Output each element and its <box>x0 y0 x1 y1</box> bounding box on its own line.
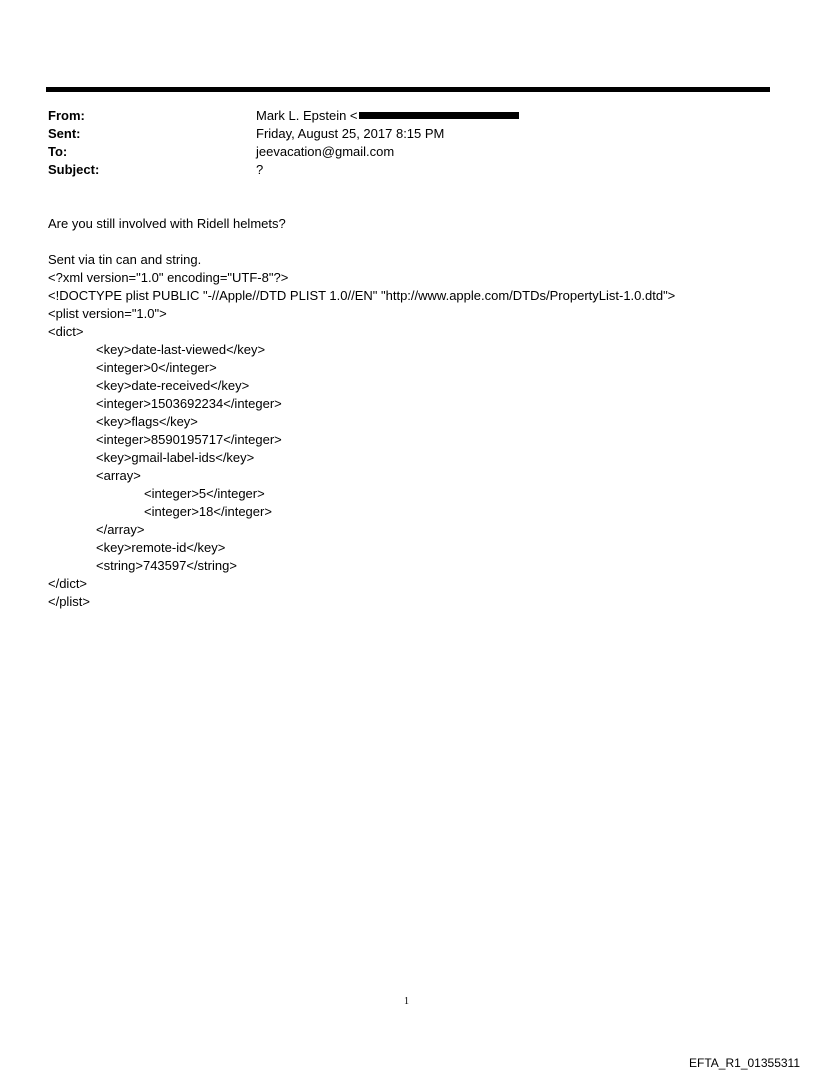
from-label: From: <box>48 108 85 123</box>
page-number: 1 <box>404 996 409 1007</box>
plist-line: </array> <box>96 522 145 537</box>
plist-line: <!DOCTYPE plist PUBLIC "-//Apple//DTD PLIST 1.0//EN" "http://www.apple.com/DTDs/PropertyList-1.0.dtd"> <box>48 288 676 303</box>
plist-line: </dict> <box>48 576 88 591</box>
plist-line: <array> <box>96 468 141 483</box>
plist-line: <plist version="1.0"> <box>48 306 167 321</box>
to-label: To: <box>48 144 68 159</box>
plist-line: <key>gmail-label-ids</key> <box>96 450 255 465</box>
from-value: Mark L. Epstein < <box>256 107 519 125</box>
plist-line: <key>remote-id</key> <box>96 540 226 555</box>
plist-line: <key>date-last-viewed</key> <box>96 342 266 357</box>
plist-line: <integer>1503692234</integer> <box>96 396 282 411</box>
plist-line: <string>743597</string> <box>96 558 237 573</box>
sent-value: Friday, August 25, 2017 8:15 PM <box>256 126 445 141</box>
plist-line: <key>date-received</key> <box>96 378 250 393</box>
plist-line: <integer>8590195717</integer> <box>96 432 282 447</box>
plist-line: <dict> <box>48 324 84 339</box>
body-signature: Sent via tin can and string. <box>48 252 202 267</box>
document-id: EFTA_R1_01355311 <box>689 1056 800 1070</box>
plist-line: <key>flags</key> <box>96 414 198 429</box>
header-rule <box>46 87 770 92</box>
redaction-bar <box>359 112 519 119</box>
plist-line: <?xml version="1.0" encoding="UTF-8"?> <box>48 270 289 285</box>
plist-line: <integer>0</integer> <box>96 360 217 375</box>
to-value: jeevacation@gmail.com <box>256 144 395 159</box>
subject-label: Subject: <box>48 162 100 177</box>
plist-line: </plist> <box>48 594 90 609</box>
subject-value: ? <box>256 162 264 177</box>
plist-line: <integer>5</integer> <box>144 486 265 501</box>
sent-label: Sent: <box>48 126 81 141</box>
plist-line: <integer>18</integer> <box>144 504 272 519</box>
body-question: Are you still involved with Ridell helmets? <box>48 216 286 231</box>
